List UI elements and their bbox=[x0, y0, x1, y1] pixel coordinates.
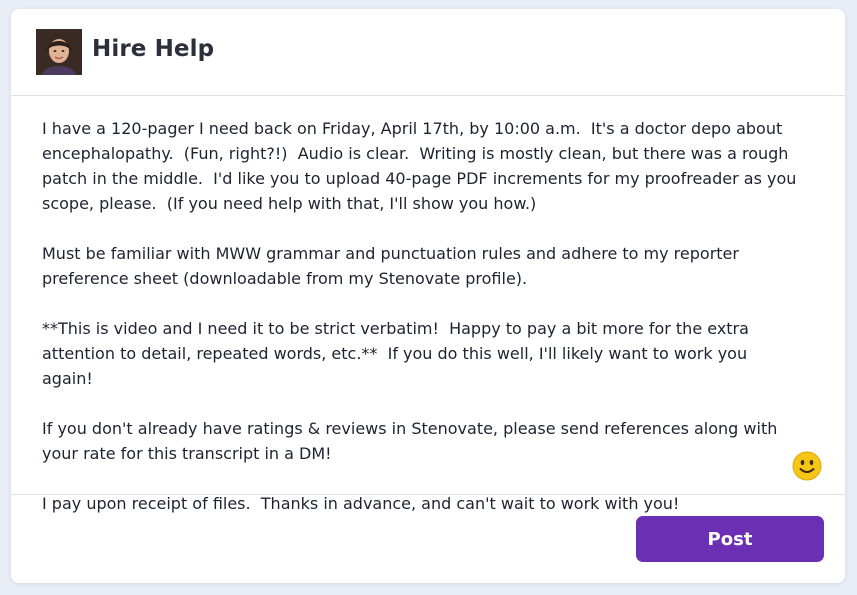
page-title: Hire Help bbox=[92, 36, 215, 62]
smiley-face-icon[interactable] bbox=[792, 451, 822, 481]
hire-help-card bbox=[11, 9, 845, 583]
message-paragraph: Must be familiar with MWW grammar and punctuation rules and adhere to my reporter preference sheet (downloadable from my Stenovate profile). bbox=[42, 244, 745, 288]
message-paragraph: If you don't already have ratings & reviews in Stenovate, please send references along with your rate for this transcript in a DM! bbox=[42, 419, 783, 463]
avatar[interactable] bbox=[36, 29, 82, 75]
message-paragraph: I have a 120-pager I need back on Friday, April 17th, by 10:00 a.m. It's a doctor depo about encephalopathy. (Fun, right?!) Audio is clear. Writing is mostly clean, but there was a rough patch in the middle. I'd like you to upload 40-page PDF increments for my proofreader as you scope, please. (If you need help with that, I'll show you how.) bbox=[42, 119, 802, 213]
message-paragraph: I pay upon receipt of files. Thanks in advance, and can't wait to work with you! bbox=[42, 494, 680, 513]
message-paragraph: **This is video and I need it to be strict verbatim! Happy to pay a bit more for the extra attention to detail, repeated words, etc.** If you do this well, I'll likely want to work you again! bbox=[42, 319, 755, 388]
message-area[interactable] bbox=[11, 96, 845, 513]
post-button[interactable]: Post bbox=[636, 516, 824, 562]
card-header bbox=[11, 9, 845, 96]
message-text[interactable] bbox=[42, 116, 802, 541]
